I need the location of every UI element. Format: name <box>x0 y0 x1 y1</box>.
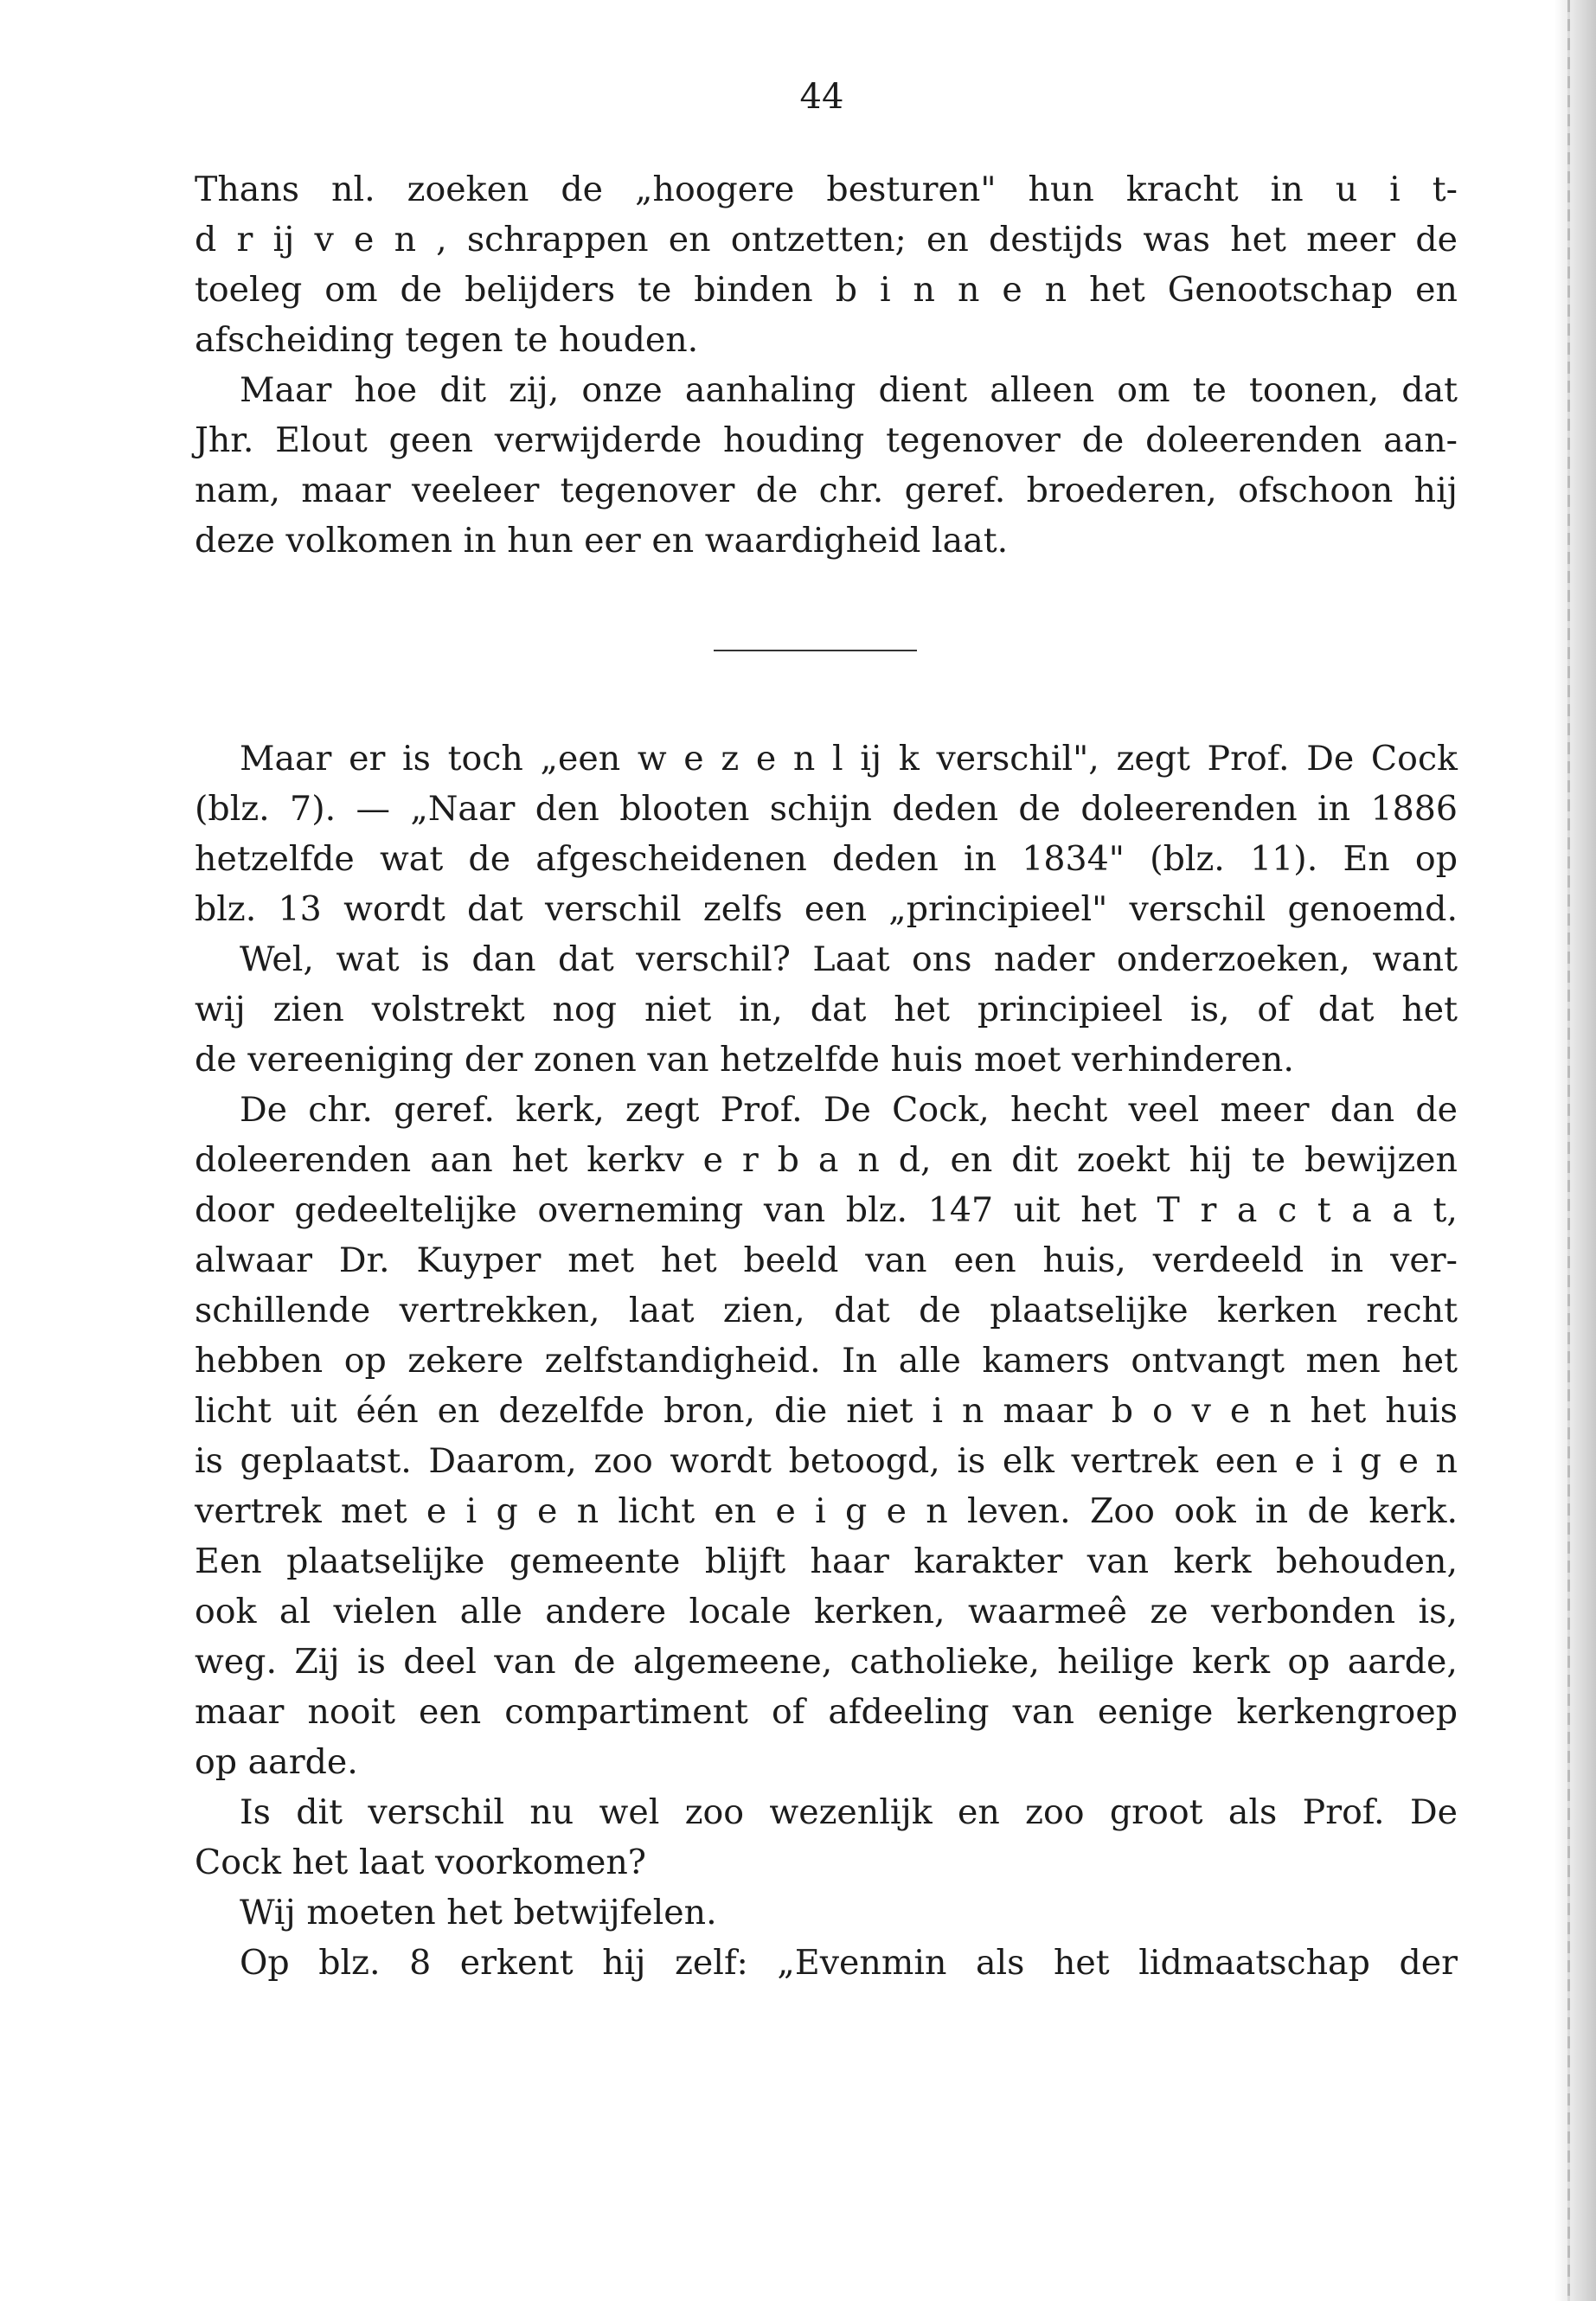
text-line: afscheiding tegen te houden. <box>195 320 699 360</box>
paragraph-block-1 <box>195 164 1458 566</box>
section-divider <box>714 650 917 651</box>
text-line: d r ij v e n , schrappen en ontzetten; en destijds was het meer de <box>195 220 1458 260</box>
text-line: Maar er is toch „een w e z e n l ij k verschil", zegt Prof. De Cock <box>240 739 1458 779</box>
text-line: Cock het laat voorkomen? <box>195 1843 646 1882</box>
text-line: Jhr. Elout geen verwijderde houding tegenover de doleerenden aan- <box>195 420 1458 460</box>
text-line: is geplaatst. Daarom, zoo wordt betoogd, is elk vertrek een e i g e n <box>195 1441 1458 1481</box>
text-line: vertrek met e i g e n licht en e i g e n leven. Zoo ook in de kerk. <box>195 1491 1458 1531</box>
text-line: Maar hoe dit zij, onze aanhaling dient alleen om te toonen, dat <box>240 370 1458 410</box>
text-line: Is dit verschil nu wel zoo wezenlijk en zoo groot als Prof. De <box>240 1792 1458 1832</box>
text-line: ook al vielen alle andere locale kerken, waarmeê ze verbonden is, <box>195 1592 1458 1631</box>
text-line: door gedeeltelijke overneming van blz. 147 uit het T r a c t a a t, <box>195 1190 1458 1230</box>
paragraph-block-2 <box>195 734 1458 1988</box>
text-line: Thans nl. zoeken de „hoogere besturen" hun kracht in u i t- <box>195 170 1458 209</box>
text-line: Wij moeten het betwijfelen. <box>240 1893 717 1932</box>
text-line: maar nooit een compartiment of afdeeling van eenige kerkengroep <box>195 1692 1458 1732</box>
text-line: (blz. 7). — „Naar den blooten schijn deden de doleerenden in 1886 <box>195 789 1458 829</box>
text-line: Een plaatselijke gemeente blijft haar karakter van kerk behouden, <box>195 1541 1458 1581</box>
text-line: licht uit één en dezelfde bron, die niet i n maar b o v e n het huis <box>195 1391 1458 1431</box>
text-line: Op blz. 8 erkent hij zelf: „Evenmin als het lidmaatschap der <box>240 1943 1458 1983</box>
text-line: hetzelfde wat de afgescheidenen deden in 1834" (blz. 11). En op <box>195 839 1458 879</box>
text-line: De chr. geref. kerk, zegt Prof. De Cock, hecht veel meer dan de <box>240 1090 1458 1130</box>
text-line: wij zien volstrekt nog niet in, dat het principieel is, of dat het <box>195 990 1458 1029</box>
text-line: blz. 13 wordt dat verschil zelfs een „principieel" verschil genoemd. <box>195 889 1458 929</box>
scan-binding-mark <box>1567 0 1570 2301</box>
scan-edge <box>1554 0 1596 2301</box>
text-line: de vereeniging der zonen van hetzelfde huis moet verhinderen. <box>195 1040 1294 1080</box>
text-line: deze volkomen in hun eer en waardigheid laat. <box>195 521 1009 561</box>
text-line: weg. Zij is deel van de algemeene, catholieke, heilige kerk op aarde, <box>195 1642 1458 1682</box>
text-line: nam, maar veeleer tegenover de chr. geref. broederen, ofschoon hij <box>195 471 1458 510</box>
text-line: doleerenden aan het kerkv e r b a n d, en dit zoekt hij te bewijzen <box>195 1140 1458 1180</box>
page-number: 44 <box>799 77 844 117</box>
text-line: toeleg om de belijders te binden b i n n e n het Genootschap en <box>195 270 1458 310</box>
text-line: schillende vertrekken, laat zien, dat de plaatselijke kerken recht <box>195 1291 1458 1330</box>
text-line: op aarde. <box>195 1742 358 1782</box>
text-line: hebben op zekere zelfstandigheid. In alle kamers ontvangt men het <box>195 1341 1458 1381</box>
text-line: Wel, wat is dan dat verschil? Laat ons nader onderzoeken, want <box>240 939 1458 979</box>
text-line: alwaar Dr. Kuyper met het beeld van een huis, verdeeld in ver- <box>195 1240 1458 1280</box>
